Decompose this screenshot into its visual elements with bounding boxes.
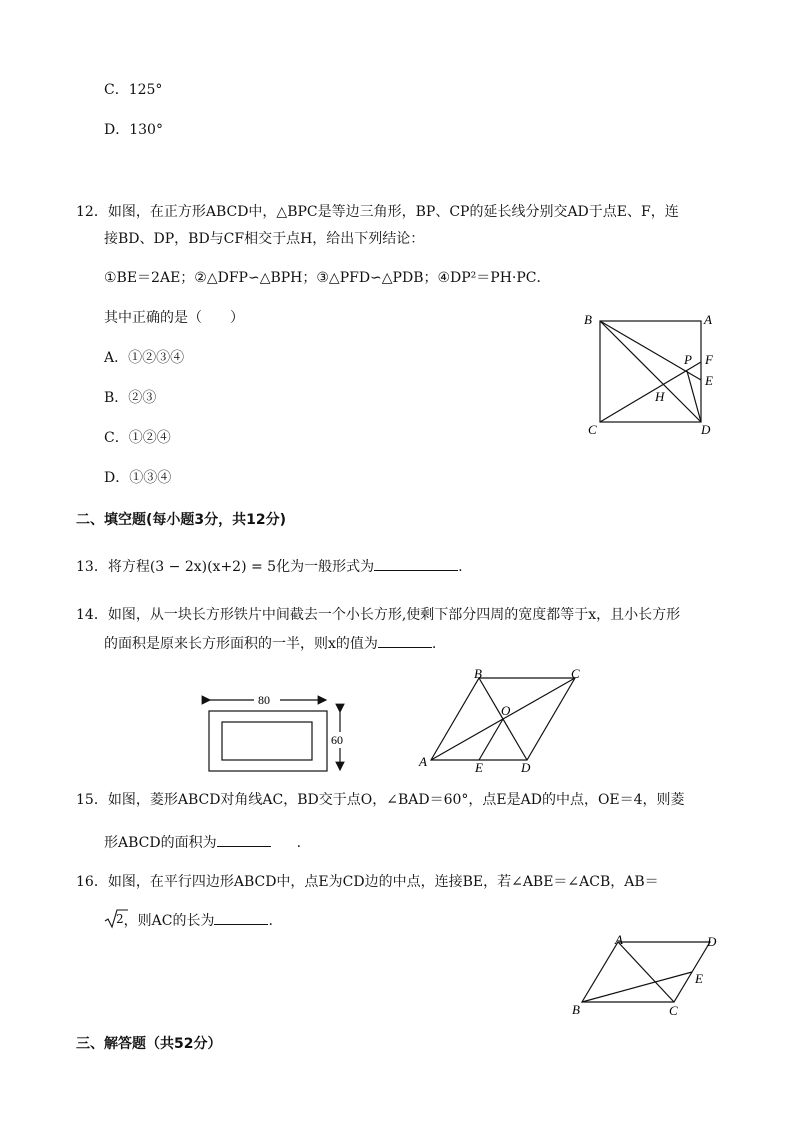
q15-answer-blank[interactable] [217,832,271,847]
q15-line2 [104,832,301,853]
q16-answer-blank[interactable] [214,910,268,925]
q16-text1: 如图，在平行四边形ABCD中，点E为CD边的中点，连接BE，若∠ABE＝∠ACB，AB＝ [107,874,659,890]
sqrt-radicand: 2 [116,912,124,926]
label-e: E [705,373,713,388]
label-a: A [704,312,712,327]
section-3-heading: 三、解答题（共52分） [76,1036,222,1052]
q12-stem-line1 [76,202,679,222]
q16-line2 [104,910,273,931]
q12-option-b: B．②③ [104,390,157,406]
q11-option-d: D．130° [104,122,163,138]
q15-number: 15． [76,792,108,808]
q12-option-c: C．①②④ [104,430,171,446]
sqrt-expression [104,911,124,931]
q13-end: . [458,559,463,575]
q16-number: 16． [76,874,108,890]
label-a: A [615,932,623,947]
q12-ask: 其中正确的是（ ） [104,310,244,326]
label-d: D [707,934,717,949]
label-e: E [475,760,483,774]
segment-be [582,972,692,1002]
label-e: E [695,971,703,986]
q15-end: . [296,835,302,851]
q14-end: . [431,636,437,652]
diagonal-ac [618,942,674,1002]
q15-text1: 如图，菱形ABCD对角线AC，BD交于点O，∠BAD＝60°，点E是AD的中点，OE＝4，则菱 [107,792,685,808]
label-c: C [588,422,597,437]
q14-line1 [76,605,680,625]
q12-option-d: D．①③④ [104,470,172,486]
q16-text2: ，则AC的长为 [123,913,215,929]
height-label: 60 [331,733,343,747]
label-d: D [701,422,711,437]
outer-rectangle [209,711,327,771]
label-b: B [584,312,592,327]
q15-line1 [76,790,685,810]
label-f: F [705,352,713,367]
q12-option-a: A．①②③④ [104,350,185,366]
label-h: H [655,389,665,404]
label-d: D [521,760,531,774]
q16-parallelogram-figure [568,932,728,1020]
q14-line2 [104,633,436,654]
label-p: P [684,352,692,367]
q13-answer-blank[interactable] [374,556,458,571]
label-a: A [419,754,427,769]
q14-answer-blank[interactable] [378,633,432,648]
q12-stem2: 接BD、DP，BD与CF相交于点H，给出下列结论： [104,231,425,247]
label-b: B [572,1002,580,1017]
q16-line1 [76,872,659,892]
q15-text2: 形ABCD的面积为 [104,835,217,851]
q13-number: 13． [76,559,108,575]
q14-rectangle-figure [198,684,358,776]
q15-rhombus-figure [415,666,595,774]
width-label: 80 [258,693,270,707]
q14-text2: 的面积是原来长方形面积的一半，则x的值为 [104,636,378,652]
q12-number: 12． [76,204,108,220]
inner-rectangle [222,722,312,760]
label-c: C [571,666,580,681]
q13-line [76,556,463,577]
label-c: C [669,1003,678,1018]
section-2-heading: 二、填空题(每小题3分，共12分) [76,512,287,528]
q14-text1: 如图，从一块长方形铁片中间截去一个小长方形,使剩下部分四周的宽度都等于x，且小长方形 [107,607,681,623]
label-o: O [501,703,511,718]
q14-number: 14． [76,607,108,623]
q12-square-figure [578,308,728,440]
q12-conclusions: ①BE＝2AE；②△DFP∽△BPH；③△PFD∽△PDB；④DP²＝PH·PC． [104,270,551,286]
q11-option-c: C．125° [104,82,163,98]
q12-stem1: 如图，在正方形ABCD中，△BPC是等边三角形，BP、CP的延长线分别交AD于点E、F，连 [107,204,679,220]
q13-text: 将方程(3 − 2x)(x+2) = 5化为一般形式为 [107,559,375,575]
q16-end: . [268,913,273,929]
label-b: B [474,666,482,681]
